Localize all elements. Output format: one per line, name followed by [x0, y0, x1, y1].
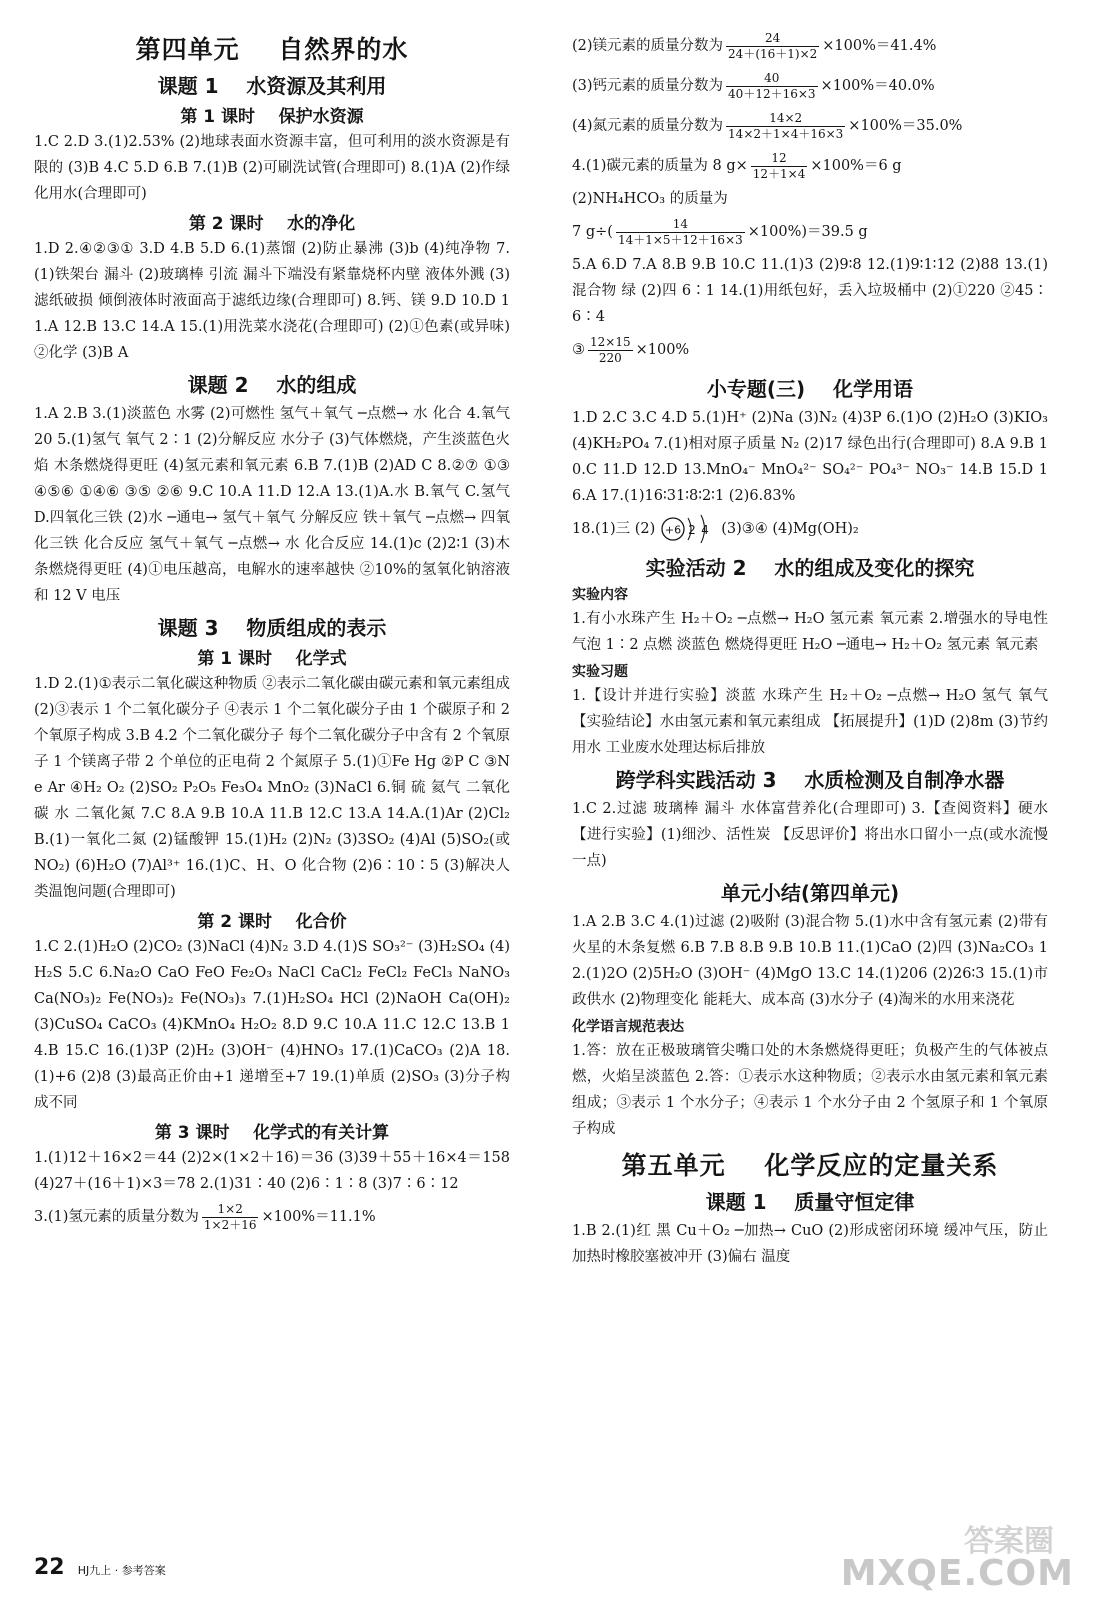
cross-discipline-3-title: 跨学科实践活动 3 水质检测及自制净水器	[615, 768, 1005, 792]
topic-2-title: 课题 2 水的组成	[187, 373, 357, 397]
formula-suffix: ×100%＝40.0%	[820, 78, 935, 94]
unit-5-topic-1-answers: 1.B 2.(1)红 黑 Cu＋O₂ ─加热→ CuO (2)形成密闭环境 缓冲气压，防止加热时橡胶塞被冲开 (3)偏右 温度	[572, 1223, 1048, 1265]
fraction-denominator: 14×2＋1×4＋16×3	[728, 126, 844, 141]
fraction-denominator: 40＋12＋16×3	[728, 86, 816, 101]
fraction-numerator: 14×2	[726, 111, 845, 127]
formula-suffix: ×100%＝35.0%	[848, 118, 963, 134]
left-column	[34, 26, 510, 1237]
formula-prefix: 4.(1)碳元素的质量为 8 g×	[572, 158, 748, 174]
page-number: 22	[34, 1555, 65, 1580]
experiment-exercise-label: 实验习题	[572, 664, 628, 680]
formula-suffix: ×100%＝41.4%	[822, 38, 937, 54]
fraction-denominator: 12＋1×4	[752, 166, 806, 181]
calcium-mass-fraction-formula	[572, 66, 1048, 106]
fraction	[616, 217, 745, 248]
topic-1-lesson-2-title: 第 2 课时 水的净化	[188, 214, 356, 234]
chemical-language-answers: 1.答：放在正极玻璃管尖嘴口处的木条燃烧得更旺；负极产生的气体被点燃，火焰呈淡蓝色 2.答：①表示水这种物质；②表示水由氢元素和氧元素组成；③表示 1 个水分子；④表示 1 个水分子由 2 个氢原子和 1 个氧原子构成	[572, 1043, 1048, 1137]
page-footer	[34, 1555, 166, 1580]
topic-3-lesson-1-title: 第 1 课时 化学式	[197, 649, 347, 669]
topic-1-lesson-1-answers: 1.C 2.D 3.(1)2.53% (2)地球表面水资源丰富，但可利用的淡水资源是有限的 (3)B 4.C 5.D 6.B 7.(1)B (2)可刷洗试管(合理即可) 8.(1)A (2)作绿化用水(合理即可)	[34, 134, 510, 202]
experiment-content-label: 实验内容	[572, 587, 628, 603]
formula-prefix: (2)镁元素的质量分数为	[572, 38, 724, 54]
unit-4-title: 第四单元 自然界的水	[135, 35, 409, 64]
fraction-denominator: 1×2＋16	[203, 1217, 257, 1232]
formula-prefix: 3.(1)氢元素的质量分数为	[34, 1209, 199, 1225]
fraction-numerator: 24	[726, 31, 819, 47]
topic-3-lesson-2-title: 第 2 课时 化合价	[197, 912, 347, 932]
percentage-formula	[572, 330, 1048, 370]
footer-note: HJ九上 · 参考答案	[77, 1564, 166, 1577]
nucleus-charge: +6	[665, 523, 682, 537]
fraction	[726, 71, 818, 102]
watermark-site: MXQE.COM	[840, 1553, 1074, 1594]
atomic-structure-diagram	[659, 512, 717, 546]
magnesium-mass-fraction-formula	[572, 26, 1048, 66]
topic-1-lesson-2-answers: 1.D 2.④②③① 3.D 4.B 5.D 6.(1)蒸馏 (2)防止暴沸 (3)b (4)纯净物 7.(1)铁架台 漏斗 (2)玻璃棒 引流 漏斗下端没有紧靠烧杯内壁 液体外溅 (3)滤纸破损 倾倒液体时液面高于滤纸边缘(合理即可) 8.钙、镁 9.D 10.D 11.A 12.B 13.C 14.A 15.(1)用洗菜水浇花(合理即可) (2)①色素(或异味) ②化学 (3)B A	[34, 241, 510, 361]
fraction-numerator: 12	[751, 151, 808, 167]
fraction	[751, 151, 808, 182]
fraction-numerator: 14	[616, 217, 745, 233]
special-topic-3-title: 小专题(三) 化学用语	[706, 377, 914, 401]
fraction-denominator: 24＋(16＋1)×2	[728, 46, 818, 61]
topic-3-lesson-3-title: 第 3 课时 化学式的有关计算	[154, 1123, 390, 1143]
topic-3-lesson-3-answers: 1.(1)12＋16×2＝44 (2)2×(1×2＋16)＝36 (3)39＋55＋16×4＝158 (4)27＋(16＋1)×3＝78 2.(1)31∶40 (2)6∶1∶8 (3)7∶6∶12	[34, 1150, 510, 1192]
topic-3-title: 课题 3 物质组成的表示	[157, 616, 387, 640]
unit-summary-answers: 1.A 2.B 3.C 4.(1)过滤 (2)吸附 (3)混合物 5.(1)水中含有氢元素 (2)带有火星的木条复燃 6.B 7.B 8.B 9.B 10.B 11.(1)CaO (2)四 (3)Na₂CO₃ 12.(1)2O (2)5H₂O (3)OH⁻ (4)MgO 13.C 14.(1)206 (2)26∶3 15.(1)市政供水 (2)物理变化 能耗大、成本高 (3)水分子 (4)淘米的水用来浇花	[572, 914, 1048, 1008]
nitrogen-mass-fraction-formula	[572, 106, 1048, 146]
fraction-numerator: 12×15	[590, 334, 631, 349]
experiment-content-answers: 1.有小水珠产生 H₂＋O₂ ─点燃→ H₂O 氢元素 氧元素 2.增强水的导电性 气泡 1∶2 点燃 淡蓝色 燃烧得更旺 H₂O ─通电→ H₂＋O₂ 氢元素 氧元素	[572, 611, 1048, 653]
right-column	[572, 26, 1048, 1270]
special-topic-3-answers: 1.D 2.C 3.C 4.D 5.(1)H⁺ (2)Na (3)N₂ (4)3P 6.(1)O (2)H₂O (3)KIO₃ (4)KH₂PO₄ 7.(1)相对原子质量 N₂ (2)17 绿色出行(合理即可) 8.A 9.B 10.C 11.D 12.D 13.MnO₄⁻ MnO₄²⁻ SO₄²⁻ PO₄³⁻ NO₃⁻ 14.B 15.D 16.A 17.(1)16∶31∶8∶2∶1 (2)6.83%	[572, 410, 1048, 504]
q18-suffix: (3)③④ (4)Mg(OH)₂	[721, 521, 859, 537]
fraction-numerator: 1×2	[202, 1202, 259, 1218]
experiment-exercise-answers: 1.【设计并进行实验】淡蓝 水珠产生 H₂＋O₂ ─点燃→ H₂O 氢气 氧气 【实验结论】水由氢元素和氧元素组成 【拓展提升】(1)D (2)8m (3)节约用水 工业废水处理达标后排放	[572, 688, 1048, 756]
hydrogen-mass-fraction-formula	[34, 1197, 510, 1237]
watermark-logo: 答案圈	[964, 1524, 1054, 1559]
fraction-denominator: 220	[598, 350, 622, 365]
topic-2-answers: 1.A 2.B 3.(1)淡蓝色 水雾 (2)可燃性 氢气＋氧气 ─点燃→ 水 化合 4.氧气 20 5.(1)氢气 氧气 2∶1 (2)分解反应 水分子 (3)气体燃烧，产生淡蓝色火焰 木条燃烧得更旺 (4)氢元素和氧元素 6.B 7.(1)B (2)AD C 8.②⑦ ①③④⑤⑥ ①④⑥ ③⑤ ②⑥ 9.C 10.A 11.D 12.A 13.(1)A.水 B.氧气 C.氢气 D.四氧化三铁 (2)水 ─通电→ 氢气＋氧气 分解反应 铁＋氧气 ─点燃→ 四氧化三铁 化合反应 氢气＋氧气 ─点燃→ 水 化合反应 14.(1)c (2)2∶1 (3)木条燃烧得更旺 (4)①电压越高，电解水的速率越快 ②10%的氢氧化钠溶液和 12 V 电压	[34, 406, 510, 604]
cross-discipline-3-answers: 1.C 2.过滤 玻璃棒 漏斗 水体富营养化(合理即可) 3.【查阅资料】硬水 【进行实验】(1)细沙、活性炭 【反思评价】将出水口留小一点(或水流慢一点)	[572, 801, 1048, 869]
topic-3-lesson-2-answers: 1.C 2.(1)H₂O (2)CO₂ (3)NaCl (4)N₂ 3.D 4.(1)S SO₃²⁻ (3)H₂SO₄ (4)H₂S 5.C 6.Na₂O CaO FeO Fe₂O₃ NaCl CaCl₂ FeCl₂ FeCl₃ NaNO₃ Ca(NO₃)₂ Fe(NO₃)₂ Fe(NO₃)₃ 7.(1)H₂SO₄ HCl (2)NaOH Ca(OH)₂ (3)CuSO₄ CaCO₃ (4)KMnO₄ H₂O₂ 8.D 9.C 10.A 11.C 12.C 13.B 14.B 15.C 16.(1)3P (2)H₂ (3)OH⁻ (4)HNO₃ 17.(1)CaCO₃ (2)A 18.(1)+6 (2)8 (3)最高正价由+1 递增至+7 19.(1)单质 (2)SO₃ (3)分子构成不同	[34, 939, 510, 1111]
chemical-language-label: 化学语言规范表达	[572, 1019, 684, 1035]
unit-5-topic-1-title: 课题 1 质量守恒定律	[705, 1190, 915, 1214]
formula-suffix: ×100%＝11.1%	[261, 1209, 376, 1225]
topic-3-lesson-1-answers: 1.D 2.(1)①表示二氧化碳这种物质 ②表示二氧化碳由碳元素和氧元素组成 (2)③表示 1 个二氧化碳分子 ④表示 1 个二氧化碳分子由 1 个碳原子和 2 个氧原子构成 3.B 4.2 个二氧化碳分子 每个二氧化碳分子中含有 2 个氧原子 1 个镁离子带 2 个单位的正电荷 2 个氮原子 5.(1)①Fe Hg ②P C ③Ne Ar ④H₂ O₂ (2)SO₂ P₂O₅ Fe₃O₄ MnO₂ (3)NaCl 6.铜 硫 氦气 二氧化碳 水 二氧化氮 7.C 8.A 9.B 10.A 11.B 12.C 13.A 14.A.(1)Ar (2)Cl₂ B.(1)一氧化二氮 (2)锰酸钾 15.(1)H₂ (2)N₂ (3)3SO₂ (4)Al (5)SO₂(或 NO₂) (6)H₂O (7)Al³⁺ 16.(1)C、H、O 化合物 (2)6∶10∶5 (3)解决人类温饱问题(合理即可)	[34, 676, 510, 900]
formula-suffix: ×100%)＝39.5 g	[747, 224, 868, 240]
fraction	[588, 335, 633, 366]
fraction-numerator: 40	[726, 71, 818, 87]
fraction-denominator: 14＋1×5＋12＋16×3	[617, 232, 743, 247]
formula-suffix: ×100%	[635, 342, 690, 358]
fraction	[202, 1202, 259, 1233]
unit-summary-title: 单元小结(第四单元)	[720, 881, 900, 905]
carbon-mass-formula	[572, 146, 1048, 186]
q18-prefix: 18.(1)三 (2)	[572, 521, 656, 537]
topic-1-title: 课题 1 水资源及其利用	[157, 74, 387, 98]
fraction	[726, 31, 819, 62]
experiment-2-title: 实验活动 2 水的组成及变化的探究	[645, 556, 975, 580]
formula-prefix: (3)钙元素的质量分数为	[572, 78, 724, 94]
electron-shell-2-count: 4	[701, 523, 710, 537]
ammonium-bicarbonate-mass-label: (2)NH₄HCO₃ 的质量为	[572, 191, 728, 207]
formula-prefix: 7 g÷(	[572, 224, 613, 240]
ammonium-bicarbonate-mass-formula	[572, 212, 1048, 252]
unit-5-title: 第五单元 化学反应的定量关系	[621, 1151, 999, 1180]
fraction	[726, 111, 845, 142]
electron-shell-1-count: 2	[688, 523, 697, 537]
lesson-3-more-answers: 5.A 6.D 7.A 8.B 9.B 10.C 11.(1)3 (2)9∶8 12.(1)9∶1∶12 (2)88 13.(1)混合物 绿 (2)四 6∶1 14.(1)用纸包好，丢入垃圾桶中 (2)①220 ②45∶6∶4	[572, 257, 1048, 325]
formula-suffix: ×100%＝6 g	[810, 158, 902, 174]
topic-1-lesson-1-title: 第 1 课时 保护水资源	[180, 107, 364, 127]
formula-prefix: ③	[572, 342, 585, 358]
formula-prefix: (4)氮元素的质量分数为	[572, 118, 724, 134]
question-18-answer	[572, 509, 1048, 549]
